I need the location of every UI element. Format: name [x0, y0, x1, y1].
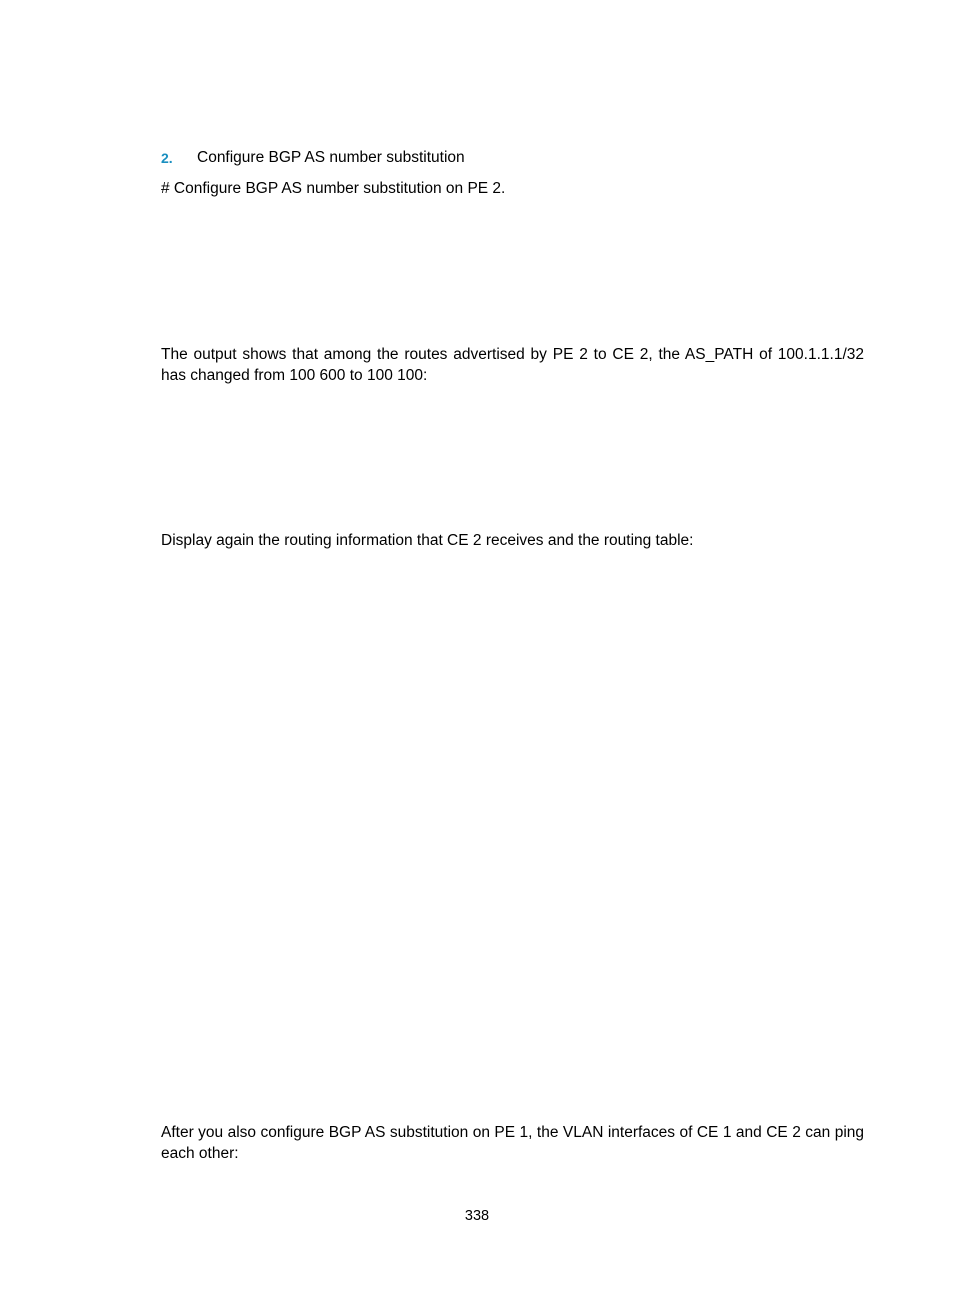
step-number: 2. [161, 150, 173, 166]
paragraph-after-configure: After you also configure BGP AS substitution on PE 1, the VLAN interfaces of CE 1 and CE 2 can ping each other: [161, 1124, 864, 1162]
page-number: 338 [464, 1208, 490, 1224]
paragraph-output-shows: The output shows that among the routes advertised by PE 2 to CE 2, the AS_PATH of 100.1.1.1/32 has changed from 100 600 to 100 100: [161, 346, 864, 384]
step-heading [161, 147, 864, 169]
step-title: Configure BGP AS number substitution [197, 149, 465, 166]
paragraph-display-again: Display again the routing information that CE 2 receives and the routing table: [161, 532, 694, 549]
paragraph-configure-pe2: # Configure BGP AS number substitution on PE 2. [161, 180, 506, 197]
